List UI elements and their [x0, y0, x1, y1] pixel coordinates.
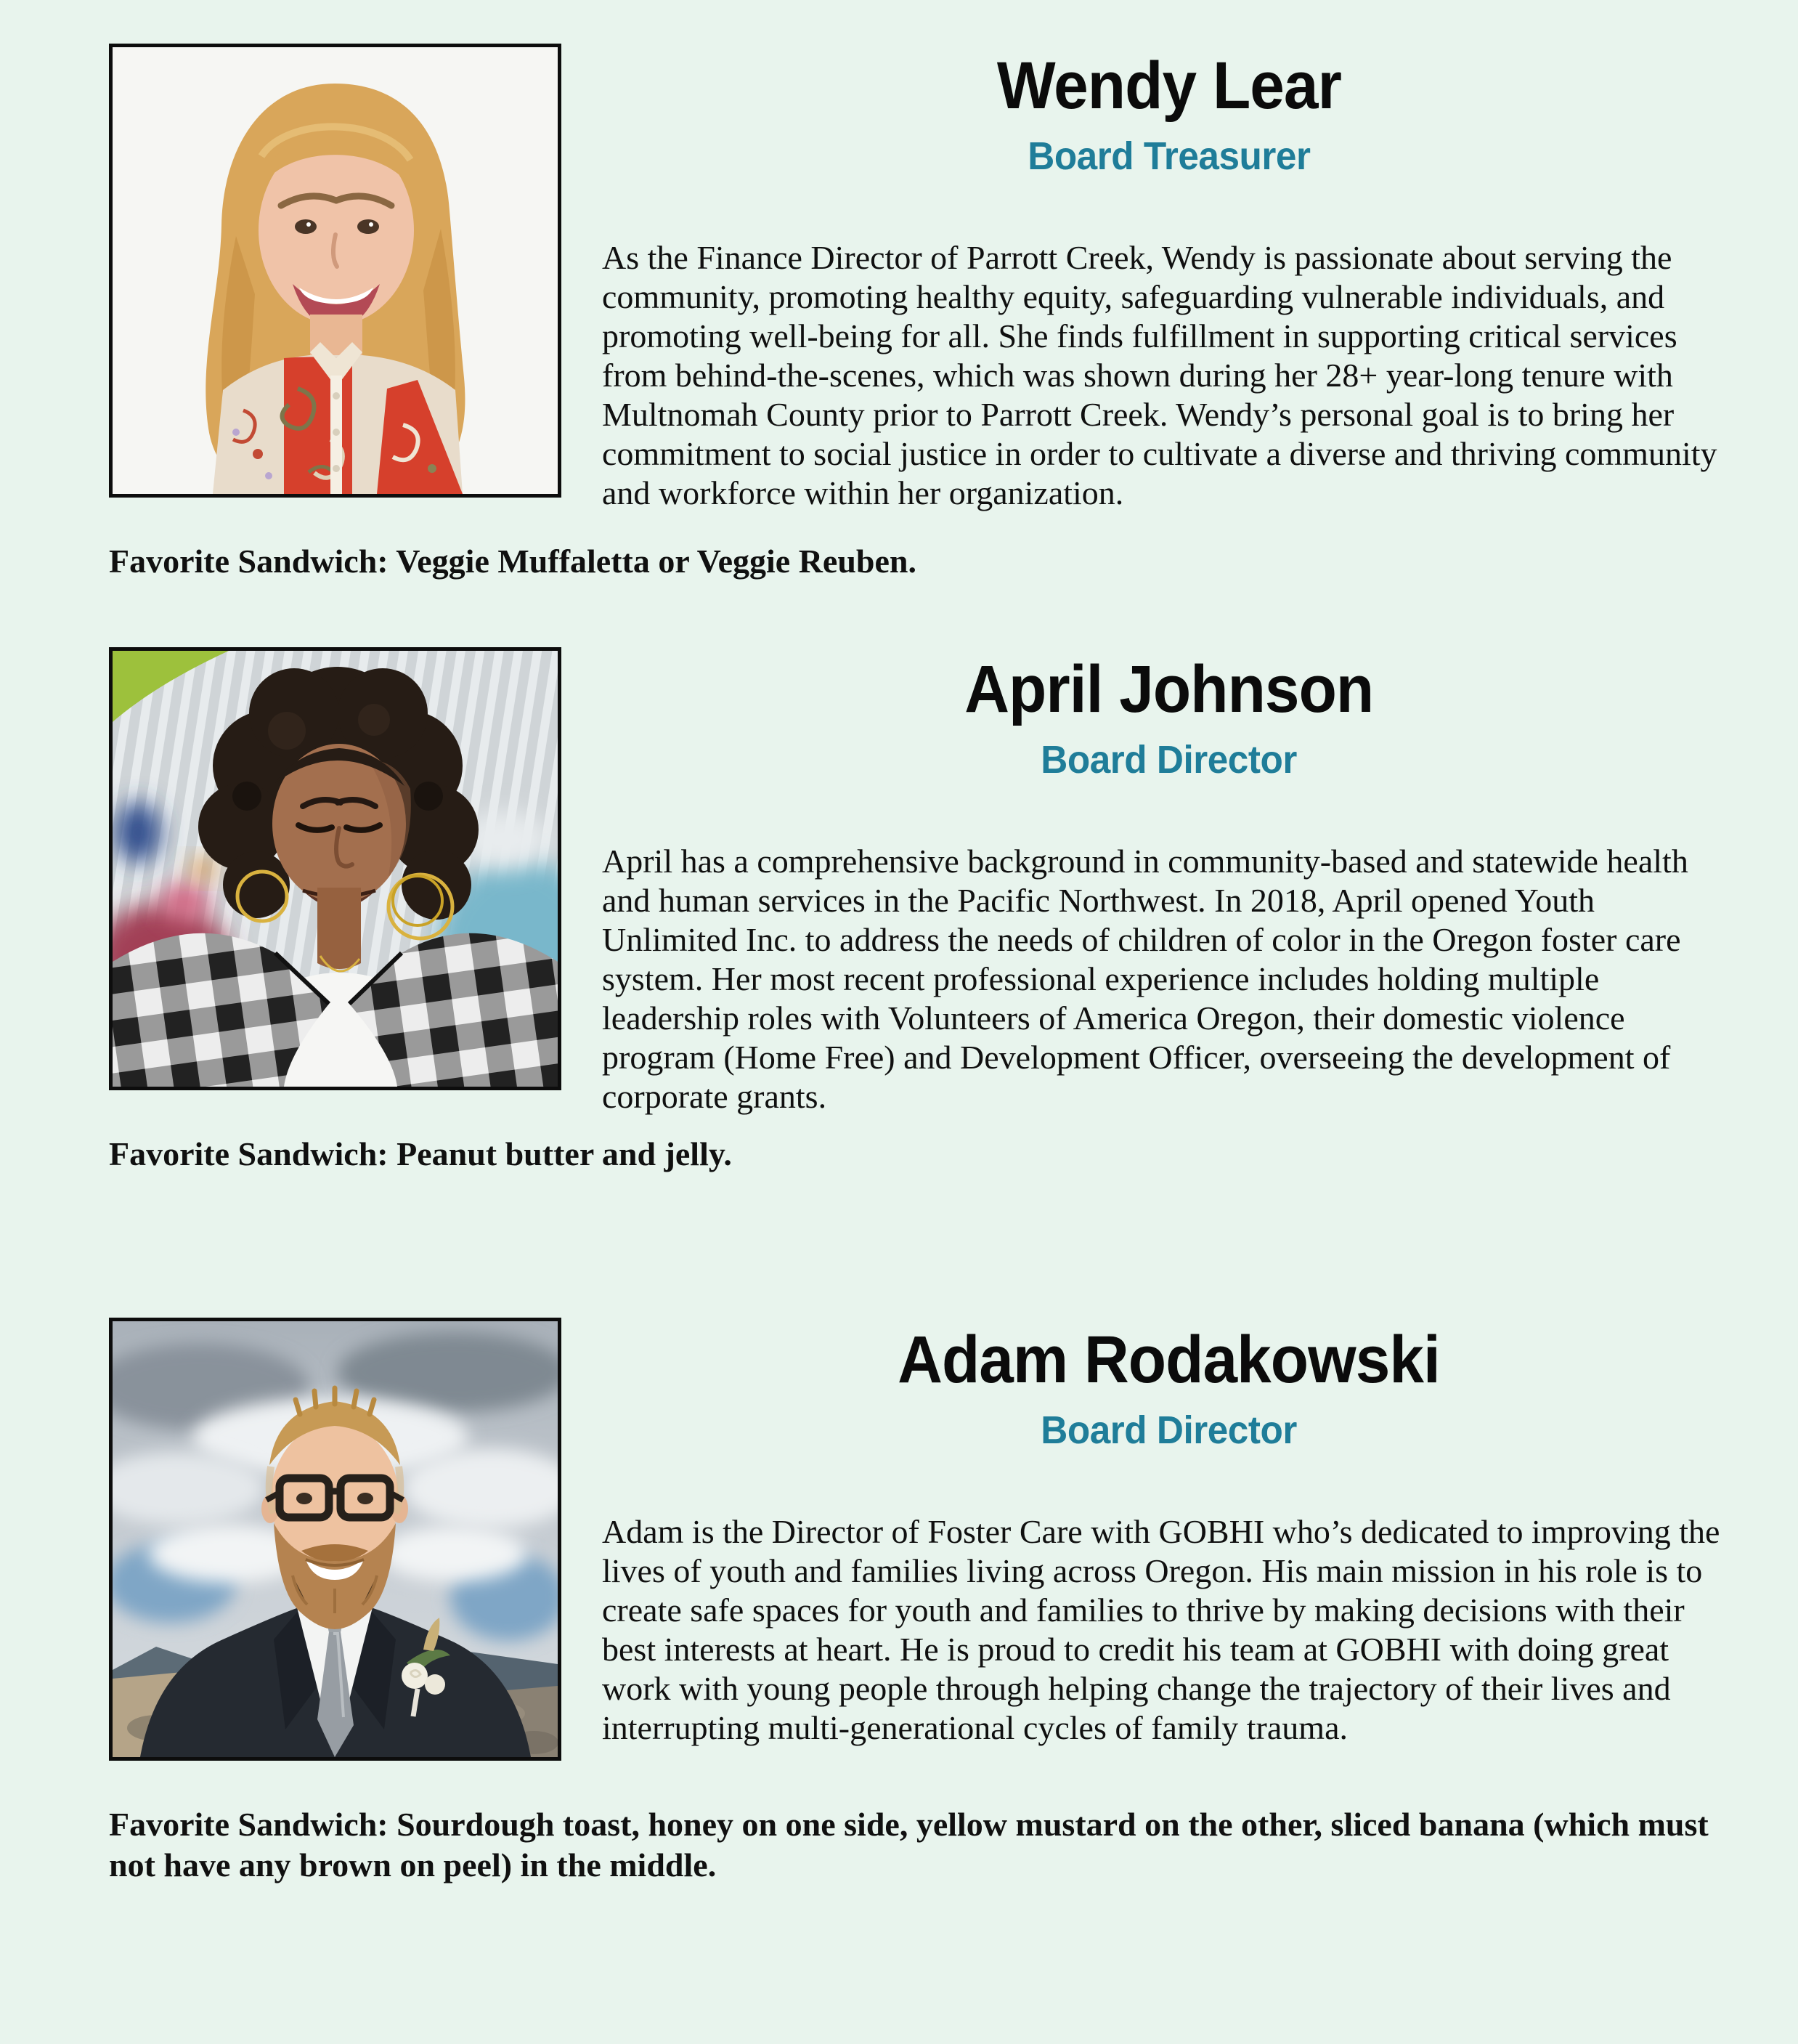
member-role: Board Treasurer: [1027, 134, 1311, 178]
member-favorite-sandwich: Favorite Sandwich: Sourdough toast, honey on one side, yellow mustard on the other, sliced banana (which must not have any brown on peel) in the middle.: [109, 1806, 1709, 1883]
member-role: Board Director: [1041, 1408, 1297, 1452]
member-favorite-sandwich: Favorite Sandwich: Peanut butter and jelly.: [109, 1135, 732, 1172]
profile-card: [109, 647, 1736, 1175]
member-bio: Adam is the Director of Foster Care with GOBHI who’s dedicated to improving the lives of youth and families living across Oregon. His main mission in his role is to create safe spaces for youth and families to thrive by making decisions with their best interests at heart. He is proud to credit his team at GOBHI with doing great work with young people through helping change the trajectory of their lives and interrupting multi-generational cycles of family trauma.: [602, 1513, 1720, 1746]
portrait-frame: [109, 1318, 561, 1761]
profile-card: [109, 44, 1736, 582]
profile-card: [109, 1318, 1736, 1886]
portrait-frame: [109, 647, 561, 1090]
member-role: Board Director: [1041, 738, 1297, 782]
portrait-frame: [109, 44, 561, 498]
member-bio: April has a comprehensive background in community-based and statewide health and human services in the Pacific Northwest. In 2018, April opened Youth Unlimited Inc. to address the needs of children of color in the Oregon foster care system. Her most recent professional experience includes holding multiple leadership roles with Volunteers of America Oregon, their domestic violence program (Home Free) and Development Officer, overseeing the development of corporate grants.: [602, 843, 1688, 1115]
member-favorite-sandwich: Favorite Sandwich: Veggie Muffaletta or Veggie Reuben.: [109, 543, 917, 580]
portrait-april-johnson-image: [113, 651, 558, 1087]
portrait-wendy-lear-image: [113, 47, 558, 494]
member-name: April Johnson: [964, 652, 1374, 726]
member-name: Adam Rodakowski: [898, 1323, 1440, 1397]
portrait-adam-rodakowski-image: [113, 1321, 558, 1757]
member-name: Wendy Lear: [996, 49, 1341, 123]
member-bio: As the Finance Director of Parrott Creek, Wendy is passionate about serving the community, promoting healthy equity, safeguarding vulnerable individuals, and promoting well-being for all. She finds fulfillment in supporting critical services from behind-the-scenes, which was shown during her 28+ year-long tenure with Multnomah County prior to Parrott Creek. Wendy’s personal goal is to bring her commitment to social justice in order to cultivate a diverse and thriving community and workforce within her organization.: [602, 239, 1717, 511]
